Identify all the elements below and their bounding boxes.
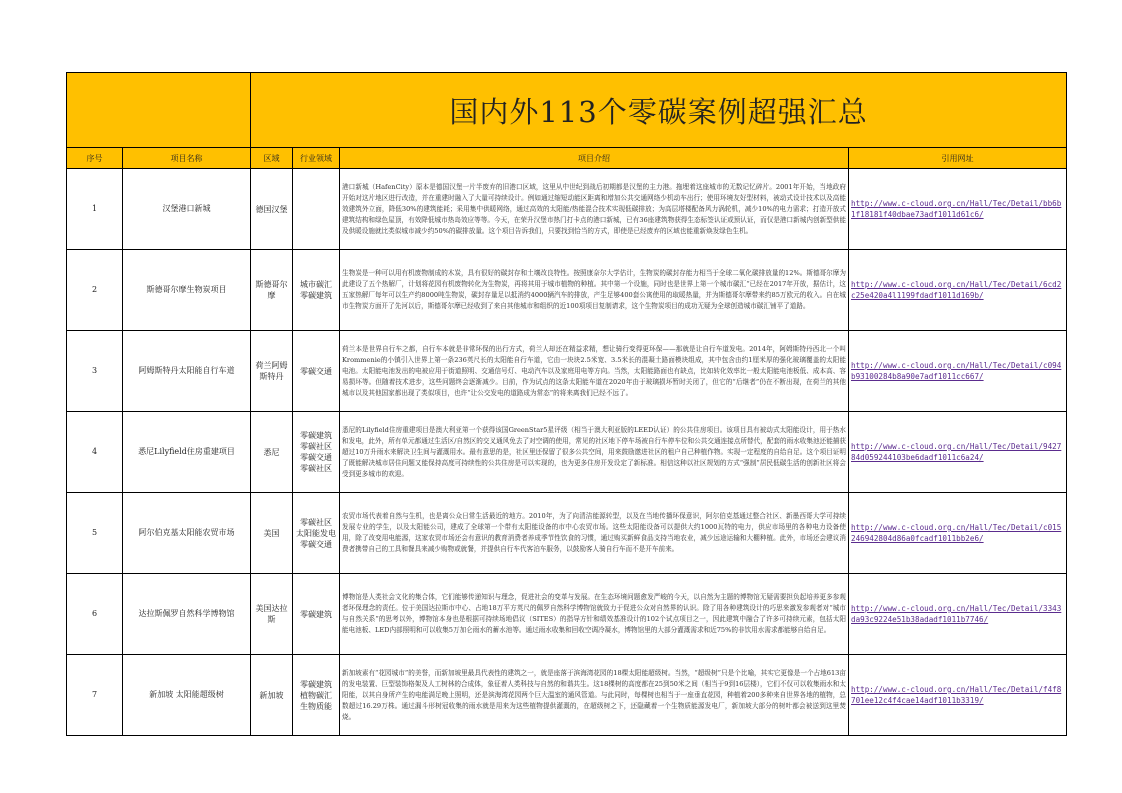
header-no: 序号 <box>67 148 123 169</box>
region-cell-text: 悉尼 <box>263 447 280 457</box>
reference-link[interactable]: http://www.c-cloud.org.cn/Hall/Tec/Detail/c094b93100284b8a90e7adf1011cc667/ <box>851 361 1062 381</box>
url-cell <box>849 331 1067 412</box>
region-cell <box>251 574 293 655</box>
region-cell-text: 美国达拉斯 <box>255 604 288 624</box>
page-title: 国内外113个零碳案例超强汇总 <box>251 73 1067 148</box>
region-cell <box>251 412 293 493</box>
field-cell-text: 零碳建筑 零碳社区 零碳交通 零碳社区 <box>300 431 332 473</box>
reference-link[interactable]: http://www.c-cloud.org.cn/Hall/Tec/Detail/942784d059244103be6dadf1011c6a24/ <box>851 442 1062 462</box>
field-cell-text: 城市碳汇 零碳建筑 <box>300 280 332 300</box>
reference-link[interactable]: http://www.c-cloud.org.cn/Hall/Tec/Detail/6cd2c25e420a4l1199fdadf1011d169b/ <box>851 280 1062 300</box>
header-name: 项目名称 <box>123 148 251 169</box>
url-cell <box>849 169 1067 250</box>
field-cell <box>293 574 340 655</box>
project-name: 达拉斯佩罗自然科学博物馆 <box>123 574 251 655</box>
header-field: 行业领域 <box>293 148 340 169</box>
reference-link[interactable]: http://www.c-cloud.org.cn/Hall/Tec/Detail/3343da93c9224e51b38adadf1011b7746/ <box>851 604 1062 624</box>
row-number: 4 <box>67 412 123 493</box>
project-name: 斯德哥尔摩生物炭项目 <box>123 250 251 331</box>
field-cell <box>293 331 340 412</box>
region-cell <box>251 169 293 250</box>
intro-text: 新加坡素有“花园城市”的美誉，而新加坡里最具代表性的建筑之一，就是座落于滨海湾花园的18棵太阳能超级树。当然，“超级树”只是个比喻，其实它更像是一个占地613亩的发电装置、巨型装饰格架及人工树林的合成体，象征着人类科技与自然的和谐共生。这18棵树的高度都在25到50米之间（相当于9到16层楼），它们不仅可以收集雨水和太阳能，以其自身所产生的电能满足晚上照明，还是滨海湾花园两个巨大温室的通风管道。与此同时，每棵树也相当于一座垂直花园，种植着200多种来自世界各地的植物，总数超过16.29万株。通过漏斗形树冠收集的雨水就是用来为这些植物提供灌溉的，在超级树之下，还隐藏着一个生物质能源发电厂，新加坡大部分的树叶都会被送到这里焚烧。 <box>340 655 849 736</box>
table-body <box>67 169 1067 736</box>
field-cell <box>293 250 340 331</box>
region-cell-text: 美国 <box>263 528 280 538</box>
table-row <box>67 169 1067 250</box>
field-cell-text: 零碳建筑 <box>300 609 332 619</box>
table-row <box>67 655 1067 736</box>
intro-text: 港口新城（HafenCity）原本是德国汉堡一片半废弃的旧港口区域，这里从中世纪到战后初期都是汉堡的主力港。拖埋着这座城市的无数记忆碎片。2001年开始，当地政府开始对这片地区进行改造，并在重建时融入了大量可持续设计。例如通过缩短动能区距离和增加公共交通网络少机动车出行；使用环境友好型材料，被动式设计技术以及高能效建筑外立面，降低30%的建筑能耗；采用集中供暖网络，通过高效的太阳能/热能混合技术实现低碳排放；为高层塔楼配备风力涡轮机，减少10%的电力需求；打造开放式建筑结构和绿色屋顶，有效降低城市热岛效应等等。今天，在荣升汉堡市热门打卡点的港口新城，已有36座建筑物获得生态标签认证或预认证，而仅是港口新城内创新型供能及供暖设施就比类似城市减少约50%的碳排放量。这个项目告诉我们，只要找到恰当的方式，即使是已经废弃的区域也能重新焕发绿色生机。 <box>340 169 849 250</box>
row-number: 2 <box>67 250 123 331</box>
table-row <box>67 493 1067 574</box>
intro-text: 荷兰本是世界自行车之都，自行车本就是非常环保的出行方式，荷兰人却还在精益求精，想让骑行变得更环保——那就是让自行车道发电。2014年，阿姆斯特丹西北一个叫Krommenie的小镇引入世界上第一条236英尺长的太阳能自行车道，它由一块块2.5米宽、3.5米长的混凝土路面模块组成，其中包含由约1厘米厚的强化玻璃覆盖的太阳能电池。太阳能电池发出的电被应用于街道照明、交通信号灯、电动汽车以及家庭用电等方向。当然，太阳能路面也有缺点，比如转化效率比一般太阳能电池板低、成本高、容易损坏等。但随着技术进步，这些问题终会逐渐减少。目前，作为试点的这条太阳能车道在2020年由于玻璃损坏暂时关闭了，但它的“后继者”仍在不断出现，在荷兰的其他城市以及其他国家都出现了类似项目，也许“让公交发电的道路成为常态”的将来离我们已经不远了。 <box>340 331 849 412</box>
region-cell-text: 斯德哥尔摩 <box>255 280 288 300</box>
url-cell <box>849 493 1067 574</box>
reference-link[interactable]: http://www.c-cloud.org.cn/Hall/Tec/Detail/f4f8701ee12c4f4cae14adf1011b3319/ <box>851 685 1062 705</box>
row-number: 3 <box>67 331 123 412</box>
field-cell <box>293 493 340 574</box>
intro-text: 生物炭是一种可以用有机废物制成的木炭，具有很好的碳封存和土壤改良特性。按照康奈尔大学估计，生物炭的碳封存能力相当于全球二氧化碳排放量的12%。斯德哥尔摩为此建设了五个热解厂，计划将花园有机废物转化为生物炭，再将其用于城市植物的种植。其中第一个设施，同时也是世界上第一个城市碳汇“已经在2017年开放，据估计，这五家热解厂每年可以生产约8000吨生物炭，碳封存量足以抵消约4000辆汽车的排放，产生足够400套公寓使用的取暖热量，并为斯德哥尔摩带来约85万欧元的收入。自在城市生物炭方面开了先河以后，斯德哥尔摩已经收到了来自其他城市和组织的近100项项目复制请求，这个生物炭项目的成功无疑为全球创造城市碳汇铺平了道路。 <box>340 250 849 331</box>
row-number: 6 <box>67 574 123 655</box>
field-cell <box>293 412 340 493</box>
header-intro: 项目介绍 <box>340 148 849 169</box>
title-left-blank <box>67 73 251 148</box>
table-row <box>67 412 1067 493</box>
reference-link[interactable]: http://www.c-cloud.org.cn/Hall/Tec/Detail/c015246942804d86a0fcadf1011bb2e6/ <box>851 523 1062 543</box>
project-name: 阿尔伯克基太阳能农贸市场 <box>123 493 251 574</box>
field-cell-text: 零碳社区 太阳能发电 零碳交通 <box>296 517 336 549</box>
region-cell <box>251 331 293 412</box>
reference-link[interactable]: http://www.c-cloud.org.cn/Hall/Tec/Detail/bb6b1f18181f40dbae73adf1011d61c6/ <box>851 199 1062 219</box>
url-cell <box>849 250 1067 331</box>
table-row <box>67 574 1067 655</box>
intro-text: 农贸市场代表着自然与生机，也是离公众日常生活最近的地方。2010年，为了向清洁能源转型，以及在当地传播环保意识，阿尔伯克基通过整合社区、新墨西哥大学可持续发展专业的学生，以及太阳能公司，建成了全球第一个带有太阳能设备的市中心农贸市场。这些太阳能设备可以提供大约1000瓦特的电力，供应市场里的各种电力设备使用，除了改变用电能源，这家农贸市场还会有意识的教育消费者养成季节性饮食的习惯，通过购买新鲜食品支持当地农业，减少远途运输和大棚种植。此外，市场还会建议消费者携带自己的工具和餐具来减少购物或就餐，并提供自行车代客泊车服务，以鼓励客人骑自行车而不是开车前来。 <box>340 493 849 574</box>
project-name: 汉堡港口新城 <box>123 169 251 250</box>
intro-text: 悉尼的Lilyfield住房重建项目是澳大利亚第一个获得该国GreenStar5星评级（相当于澳大利亚版的LEED认证）的公共住房项目。该项目具有被动式太阳能设计，用于热水和发电，此外，所有单元都通过生活区/自然区的交叉通风免去了对空调的使用，常见的社区地下停车场被自行车停车位和公共交通连接点所替代，配套的雨水收集池还能捕获超过10万升雨水来解决卫生间与灌溉用水。最有意思的是，社区里还保留了很多公共空间，用来鼓励邀进社区的租户自己种植作物。实现一定程度的自给自足。这个项目证明了既能解决城市居住问题又能保持高度可持续性的公共住房是可以实现的，也为更多住房开发设定了新标准。相信这种以社区规划的方式“强制”居民低碳生活的创新社区将会受到更多城市的欢迎。 <box>340 412 849 493</box>
region-cell-text: 荷兰阿姆斯特丹 <box>255 361 288 381</box>
header-url: 引用网址 <box>849 148 1067 169</box>
url-cell <box>849 412 1067 493</box>
row-number: 1 <box>67 169 123 250</box>
row-number: 7 <box>67 655 123 736</box>
field-cell-text: 零碳交通 <box>300 366 332 376</box>
region-cell <box>251 655 293 736</box>
table-row <box>67 331 1067 412</box>
row-number: 5 <box>67 493 123 574</box>
project-name: 悉尼Lilyfield住房重建项目 <box>123 412 251 493</box>
region-cell-text: 新加坡 <box>259 690 284 700</box>
url-cell <box>849 574 1067 655</box>
intro-text: 博物馆是人类社会文化的集合体，它们能够传递知识与理念，促进社会的变革与发展。在生态环境问题愈发严峻的今天，以自然为主题的博物馆无疑需要担负起培养更多参观者环保理念的责任。位于美国达拉斯市中心、占地18万平方英尺的佩罗自然科学博物馆就致力于促进公众对自然界的认识。除了用各种建筑设计的巧思来激发参观者对“城市与自然关系”的思考以外，博物馆本身也是根据可持续场地倡议（SITES）的指导方针和绩效基准设计的102个试点项目之一，因此建筑中融合了许多可持续元素，包括太阳能电池板、LED内部照明和可以收集5万加仑雨水的蓄水池等。通过雨水收集和回收空调冷凝水，博物馆里的大部分灌溉需求和近75%的非饮用水需求都能够自给自足。 <box>340 574 849 655</box>
project-name: 新加坡 太阳能超级树 <box>123 655 251 736</box>
header-region: 区域 <box>251 148 293 169</box>
table-row <box>67 250 1067 331</box>
url-cell <box>849 655 1067 736</box>
field-cell <box>293 655 340 736</box>
project-name: 阿姆斯特丹太阳能自行车道 <box>123 331 251 412</box>
region-cell <box>251 493 293 574</box>
field-cell-text: 零碳建筑 植物碳汇 生物质能 <box>300 679 332 711</box>
region-cell-text: 德国汉堡 <box>255 204 288 214</box>
case-table <box>66 72 1067 736</box>
header-row <box>67 148 1067 169</box>
region-cell <box>251 250 293 331</box>
field-cell <box>293 169 340 250</box>
